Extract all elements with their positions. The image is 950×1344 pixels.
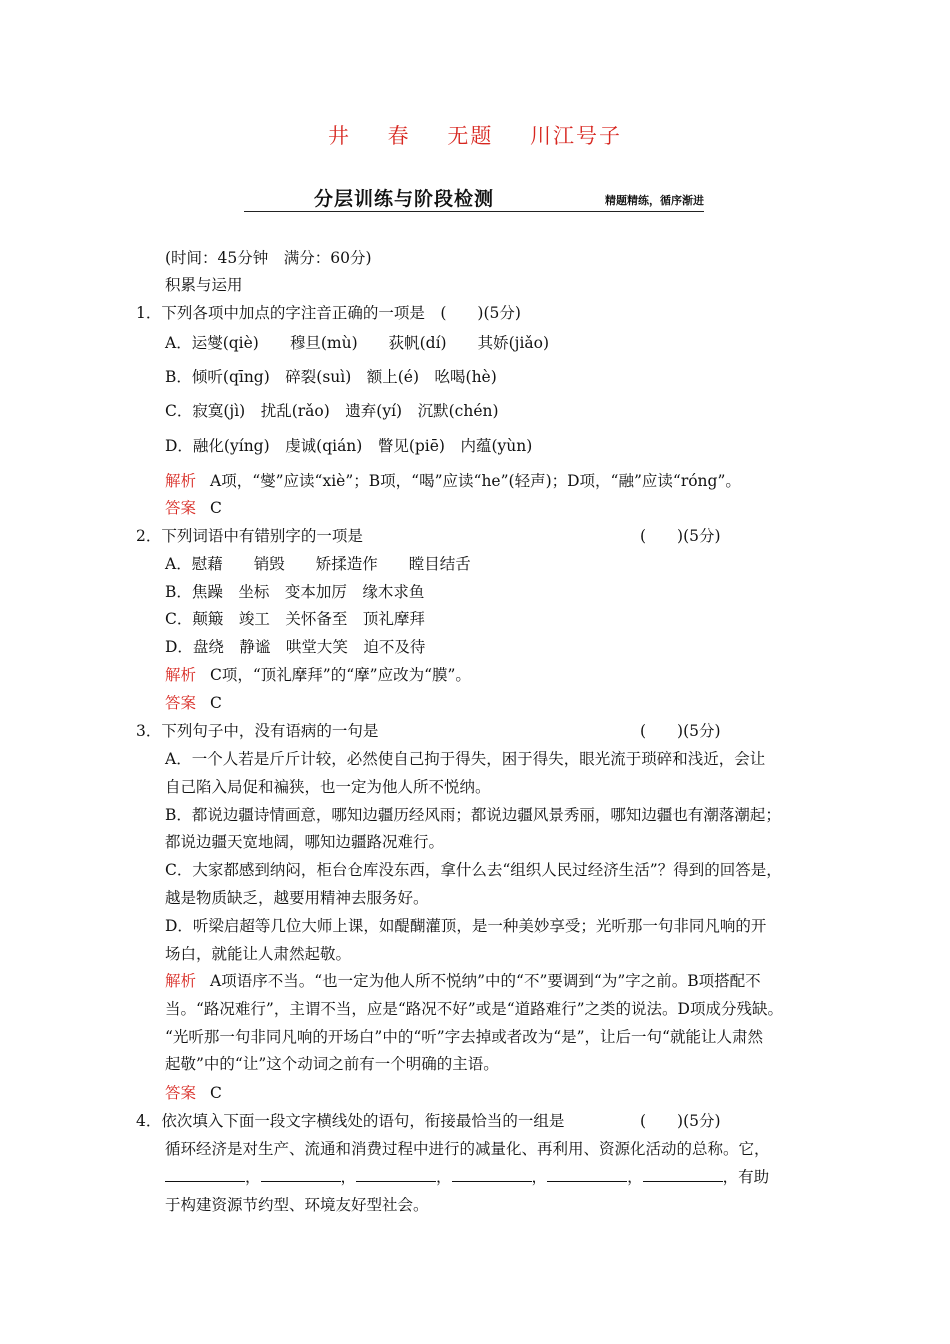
q2-option-d: D．盘绕 静谧 哄堂大笑 迫不及待 bbox=[165, 638, 426, 656]
banner-rule bbox=[244, 211, 704, 212]
question-1-stem: 1．下列各项中加点的字注音正确的一项是 ( )(5分) bbox=[136, 304, 521, 322]
q3-option-d-line1: D．听梁启超等几位大师上课，如醍醐灌顶，是一种美妙享受；光听那一句非同凡响的开 bbox=[165, 917, 767, 935]
fill-blank[interactable] bbox=[356, 1167, 436, 1182]
time-info: (时间：45分钟 满分：60分) bbox=[165, 249, 372, 267]
q2-option-a: A．慰藉 销毁 矫揉造作 瞠目结舌 bbox=[165, 555, 471, 573]
q4-passage-blanks bbox=[165, 1166, 769, 1188]
q1-analysis bbox=[165, 470, 741, 492]
q1-option-a: A．运燮(qiè) 穆旦(mù) 荻帆(dí) 其娇(jiǎo) bbox=[165, 334, 550, 352]
banner-title: 分层训练与阶段检测 bbox=[314, 188, 495, 210]
q2-answer-paren: ( )(5分) bbox=[640, 527, 721, 545]
page-title bbox=[0, 120, 950, 150]
answer-label: 答案 bbox=[165, 1084, 197, 1102]
answer-text: C bbox=[210, 1084, 222, 1102]
q4-answer-paren: ( )(5分) bbox=[640, 1112, 721, 1130]
q3-option-c-line2: 越是物质缺乏，越要用精神去服务好。 bbox=[165, 889, 429, 907]
q1-option-b: B．倾听(qīng) 碎裂(suì) 额上(é) 吆喝(hè) bbox=[165, 368, 497, 386]
q4-passage-line1: 循环经济是对生产、流通和消费过程中进行的减量化、再利用、资源化活动的总称。它， bbox=[165, 1140, 770, 1158]
analysis-text: C项，“顶礼摩拜”的“摩”应改为“膜”。 bbox=[210, 666, 471, 684]
q1-answer bbox=[165, 497, 222, 519]
q3-option-b-line2: 都说边疆天宽地阔，哪知边疆路况难行。 bbox=[165, 833, 445, 851]
q3-option-c-line1: C．大家都感到纳闷，柜台仓库没东西，拿什么去“组织人民过经济生活”？得到的回答是， bbox=[165, 861, 782, 879]
blank-separator: ， bbox=[627, 1168, 643, 1186]
fill-blank[interactable] bbox=[165, 1167, 245, 1182]
q2-option-c: C．颠簸 竣工 关怀备至 顶礼摩拜 bbox=[165, 610, 425, 628]
q3-answer bbox=[165, 1082, 222, 1104]
q2-answer bbox=[165, 692, 222, 714]
q3-option-a-line1: A．一个人若是斤斤计较，必然使自己拘于得失，困于得失，眼光流于琐碎和浅近，会让 bbox=[165, 750, 766, 768]
answer-text: C bbox=[210, 694, 222, 712]
q3-analysis-line1 bbox=[165, 970, 761, 992]
q1-option-d: D．融化(yíng) 虔诚(qián) 瞥见(piē) 内蕴(yùn) bbox=[165, 437, 533, 455]
q3-option-d-line2: 场白，就能让人肃然起敬。 bbox=[165, 945, 352, 963]
title-part: 无题 bbox=[447, 124, 494, 148]
answer-label: 答案 bbox=[165, 499, 197, 517]
analysis-text: A项语序不当。“也一定为他人所不悦纳”中的“不”要调到“为”字之前。B项搭配不 bbox=[210, 972, 761, 990]
fill-blank[interactable] bbox=[547, 1167, 627, 1182]
fill-blank[interactable] bbox=[643, 1167, 723, 1182]
q3-analysis-line2: 当。“路况难行”，主谓不当，应是“路况不好”或是“道路难行”之类的说法。D项成分残缺。 bbox=[165, 1000, 783, 1018]
analysis-label: 解析 bbox=[165, 972, 197, 990]
blank-separator: ， bbox=[436, 1168, 452, 1186]
fill-blank[interactable] bbox=[261, 1167, 341, 1182]
q2-option-b: B．焦躁 坐标 变本加厉 缘木求鱼 bbox=[165, 583, 425, 601]
banner-tagline: 精题精练，循序渐进 bbox=[605, 194, 704, 207]
analysis-label: 解析 bbox=[165, 472, 197, 490]
title-part: 春 bbox=[387, 124, 411, 148]
title-part: 井 bbox=[327, 124, 351, 148]
q3-option-b-line1: B．都说边疆诗情画意，哪知边疆历经风雨；都说边疆风景秀丽，哪知边疆也有潮落潮起； bbox=[165, 806, 781, 824]
q3-analysis-line3: “光听那一句非同凡响的开场白”中的“听”字去掉或者改为“是”，让后一句“就能让人肃然 bbox=[165, 1028, 763, 1046]
title-part: 川江号子 bbox=[530, 124, 623, 148]
q3-analysis-line4: 起敬”中的“让”这个动词之前有一个明确的主语。 bbox=[165, 1055, 499, 1073]
q4-passage-line3: 于构建资源节约型、环境友好型社会。 bbox=[165, 1196, 429, 1214]
q3-option-a-line2: 自己陷入局促和褊狭，也一定为他人所不悦纳。 bbox=[165, 778, 491, 796]
q2-analysis bbox=[165, 664, 471, 686]
analysis-label: 解析 bbox=[165, 666, 197, 684]
question-3-stem: 3．下列句子中，没有语病的一句是 bbox=[136, 722, 379, 740]
answer-text: C bbox=[210, 499, 222, 517]
answer-label: 答案 bbox=[165, 694, 197, 712]
fill-blank[interactable] bbox=[452, 1167, 532, 1182]
blank-tail: ，有助 bbox=[722, 1168, 770, 1186]
blank-separator: ， bbox=[245, 1168, 261, 1186]
question-4-stem: 4．依次填入下面一段文字横线处的语句，衔接最恰当的一组是 bbox=[136, 1112, 565, 1130]
blank-separator: ， bbox=[340, 1168, 357, 1186]
question-2-stem: 2．下列词语中有错别字的一项是 bbox=[136, 527, 363, 545]
q1-option-c: C．寂寞(jì) 扰乱(rǎo) 遗弃(yí) 沉默(chén) bbox=[165, 402, 499, 420]
section-heading: 积累与运用 bbox=[165, 276, 243, 294]
section-banner bbox=[244, 184, 704, 214]
analysis-text: A项，“燮”应读“xiè”；B项，“喝”应读“he”(轻声)；D项，“融”应读“róng”。 bbox=[210, 472, 741, 490]
q3-answer-paren: ( )(5分) bbox=[640, 722, 721, 740]
blank-separator: ， bbox=[531, 1168, 548, 1186]
